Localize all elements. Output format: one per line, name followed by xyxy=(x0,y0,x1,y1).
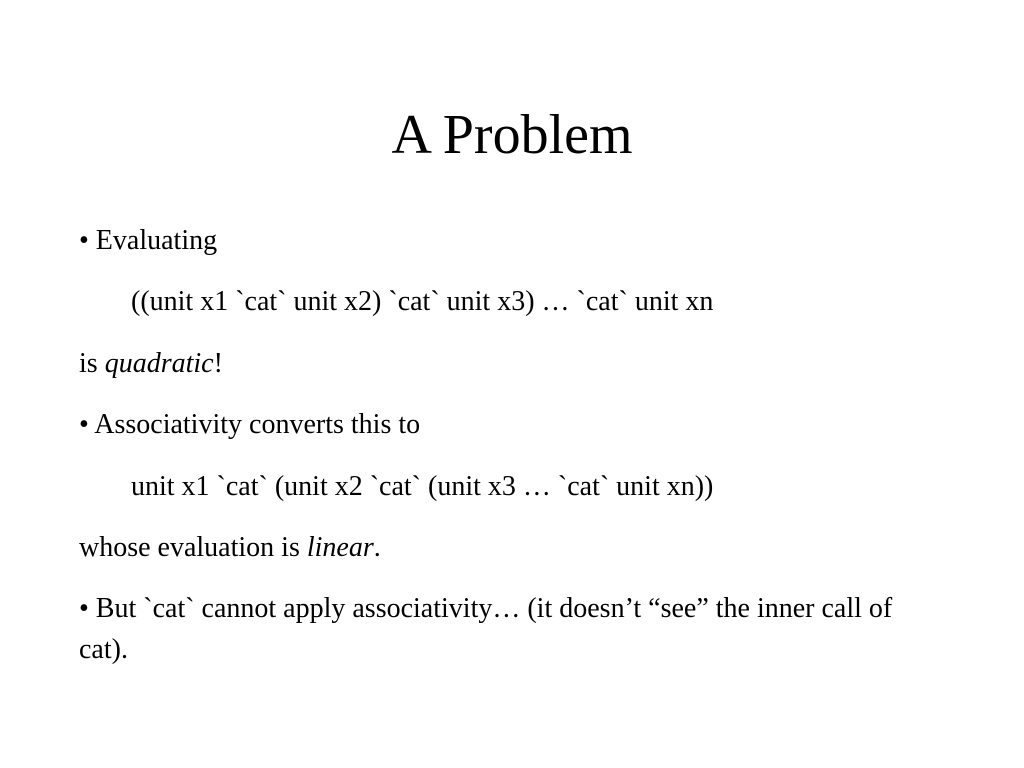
code-right-nested-expression: unit x1 `cat` (unit x2 `cat` (unit x3 … `cat` unit xn)) xyxy=(131,471,714,502)
linear-statement xyxy=(79,531,381,565)
linear-prefix: whose evaluation is xyxy=(79,532,307,563)
bullet-cat-limitation: • But `cat` cannot apply associativity… (it doesn’t “see” the inner call of cat). xyxy=(79,593,893,665)
linear-emphasis: linear xyxy=(306,532,374,563)
code-left-nested-expression: ((unit x1 `cat` unit x2) `cat` unit x3) … `cat` unit xn xyxy=(131,286,714,317)
quadratic-suffix: ! xyxy=(213,348,223,379)
quadratic-emphasis: quadratic xyxy=(104,348,214,379)
slide-title: A Problem xyxy=(391,104,633,166)
linear-suffix: . xyxy=(373,532,381,563)
bullet-associativity: • Associativity converts this to xyxy=(79,409,421,440)
bullet-evaluating: • Evaluating xyxy=(79,225,218,256)
quadratic-prefix: is xyxy=(79,348,105,379)
quadratic-statement xyxy=(79,347,223,381)
